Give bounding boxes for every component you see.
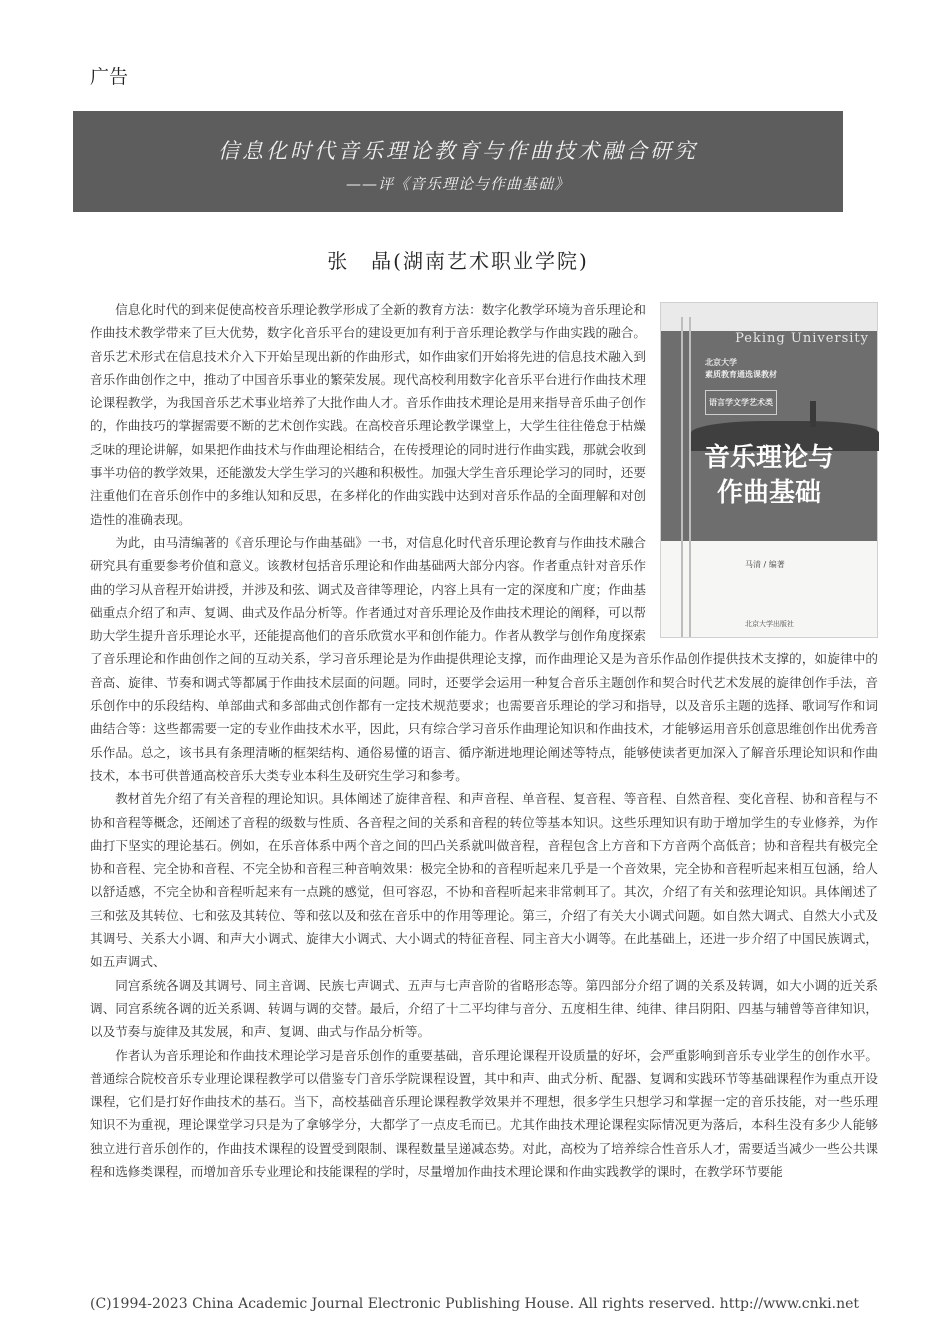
author-line: 张 晶(湖南艺术职业学院) (327, 249, 589, 273)
ad-label: 广告 (90, 66, 129, 88)
article-title: 信息化时代音乐理论教育与作曲技术融合研究 (218, 139, 698, 163)
cover-title-line: 作曲基础 (716, 478, 821, 508)
paragraph: 教材首先介绍了有关音程的理论知识。具体阐述了旋律音程、和声音程、单音程、复音程、等音程、自然音程、变化音程、协和音程与不协和音程等概念，还阐述了音程的级数与性质、各音程之间的关系和音程的转位等基本知识。这些乐理知识有助于增加学生的专业修养，为作曲打下坚实的理论基石。例如，在乐音体系中两个音之间的凹凸关系就叫做音程，音程包含上方音和下方音两个高低音；协和音程共有极完全协和音程、完全协和音程、不完全协和音程三种音响效果：极完全协和的音程听起来几乎是一个音效果，完全协和音程听起来相互包涵，给人以舒适感，不完全协和音程听起来有一点跳的感觉，但可容忍，不协和音程听起来非常刺耳了。其次，介绍了有关和弦理论知识。具体阐述了三和弦及其转位、七和弦及其转位、等和弦以及和弦在音乐中的作用等理论。第三，介绍了有关大小调式问题。如自然大调式、自然大小式及其调号、关系大小调、和声大小调式、旋律大小调式、大小调式的特征音程、同主音大小调等。在此基础上，还进一步介绍了中国民族调式，如五声调式、 (90, 791, 878, 970)
cover-publisher: 北京大学出版社 (745, 620, 794, 628)
cover-author: 马清 / 编著 (745, 560, 785, 569)
cover-tower (810, 401, 816, 427)
cover-series-line: 素质教育通选课教材 (705, 370, 777, 379)
book-cover-image (660, 302, 878, 638)
cover-series (705, 357, 777, 381)
copyright-footer: (C)1994-2023 China Academic Journal Electronic Publishing House. All rights reserved. http://www.cnki.net (90, 1296, 860, 1312)
cover-university-name: Peking University (735, 331, 869, 346)
article-body (90, 298, 878, 1183)
cover-title (661, 441, 877, 511)
cover-category: 语言学文学艺术类 (705, 390, 777, 415)
paragraph: 为此，由马清编著的《音乐理论与作曲基础》一书，对信息化时代音乐理论教育与作曲技术融合研究具有重要参考价值和意义。该教材包括音乐理论和作曲基础两大部分内容。作者重点针对音乐作曲的学习从音程开始讲授，并涉及和弦、调式及音律等理论，内容上具有一定的深度和广度；作曲基础重点介绍了和声、复调、曲式及作品分析等。作者通过对音乐理论及作曲技术理论的阐释，可以帮助大学生提升音乐理论水平，还能提高他们的音乐欣赏水平和创作能力。作者从教学与创作角度探索了音乐理论和作曲创作之间的互动关系，学习音乐理论是为作曲提供理论支撑，而作曲理论又是为音乐作品创作提供技术支撑的，如旋律中的音高、旋律、节奏和调式等都属于作曲技术层面的问题。同时，还要学会运用一种复合音乐主题创作和契合时代艺术发展的旋律创作手法，音乐创作中的乐段结构、单部曲式和多部曲式创作都有一定技术规范要求；也需要音乐理论的学习和指导，以及音乐主题的选择、歌词写作和词曲结合等：这些都需要一定的专业作曲技术水平，因此，只有综合学习音乐作曲理论知识和作曲技术，才能够运用音乐创意思维创作出优秀音乐作品。总之，该书具有条理清晰的框架结构、通俗易懂的语言、循序渐进地理论阐述等特点，能够使读者更加深入了解音乐理论知识和作曲技术，本书可供普通高校音乐大类专业本科生及研究生学习和参考。 (90, 534, 878, 783)
cover-title-line: 音乐理论与 (703, 443, 834, 473)
cover-series-line: 北京大学 (705, 358, 737, 367)
article-subtitle: ——评《音乐理论与作曲基础》 (345, 175, 570, 193)
title-banner (73, 111, 843, 212)
paragraph: 同宫系统各调及其调号、同主音调、民族七声调式、五声与七声音阶的省略形态等。第四部分介绍了调的关系及转调，如大小调的近关系调、同宫系统各调的近关系调、转调与调的交替。最后，介绍了十二平均律与音分、五度相生律、纯律、律吕阴阳、四基与辅曾等音律知识，以及节奏与旋律及其发展，和声、复调、曲式与作品分析等。 (90, 977, 878, 1040)
paragraph: 作者认为音乐理论和作曲技术理论学习是音乐创作的重要基础，音乐理论课程开设质量的好坏，会严重影响到音乐专业学生的创作水平。普通综合院校音乐专业理论课程教学可以借鉴专门音乐学院课程设置，其中和声、曲式分析、配器、复调和实践环节等基础课程作为重点开设课程，它们是打好作曲技术的基石。当下，高校基础音乐理论课程教学效果并不理想，很多学生只想学习和掌握一定的音乐技能，对一些乐理知识不为重视，理论课堂学习只是为了拿够学分，大都学了一点皮毛而已。尤其作曲技术理论课程实际情况更为落后，本科生没有多少人能够独立进行音乐创作的，作曲技术课程的设置受到限制、课程数量呈递减态势。对此，高校为了培养综合性音乐人才，需要适当减少一些公共课程和选修类课程，而增加音乐专业理论和技能课程的学时，尽量增加作曲技术理论课和作曲实践教学的课时，在教学环节要能 (90, 1047, 878, 1179)
paragraph: 信息化时代的到来促使高校音乐理论教学形成了全新的教育方法：数字化教学环境为音乐理论和作曲技术教学带来了巨大优势，数字化音乐平台的建设更加有利于音乐理论教学与作曲实践的融合。音乐艺术形式在信息技术介入下开始呈现出新的作曲形式，如作曲家们开始将先进的信息技术融入到音乐作曲创作之中，推动了中国音乐事业的繁荣发展。现代高校利用数字化音乐平台进行作曲技术理论课程教学，为我国音乐艺术事业培养了大批作曲人才。音乐作曲技术理论是用来指导音乐曲子创作的，作曲技巧的掌握需要不断的艺术创作实践。在高校音乐理论教学课堂上，大学生往往倦怠于枯燥乏味的理论讲解，如果把作曲技术与作曲理论相结合，在传授理论的同时进行作曲实践，那就会收到事半功倍的教学效果，还能激发大学生学习的兴趣和积极性。加强大学生音乐理论学习的同时，还要注重他们在音乐创作中的多维认知和反思，在多样化的作曲实践中达到对音乐作品的全面理解和对创造性的准确表现。 (90, 302, 646, 527)
